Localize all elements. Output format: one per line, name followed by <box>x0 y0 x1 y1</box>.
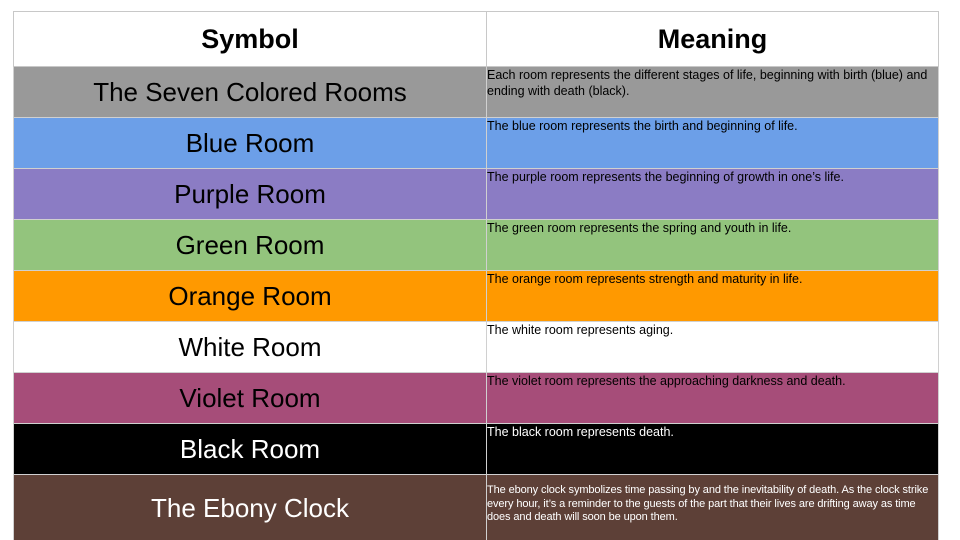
meaning-cell: The purple room represents the beginning of growth in one’s life. <box>487 169 939 220</box>
meaning-cell: Each room represents the different stages of life, beginning with birth (blue) and ending with death (black). <box>487 67 939 118</box>
table-row-ebony-clock <box>14 475 939 540</box>
symbol-cell: Violet Room <box>14 373 487 424</box>
meaning-cell: The ebony clock symbolizes time passing by and the inevitability of death. As the clock strike every hour, it’s a reminder to the guests of the part that their lives are drifting away as time does and death will soon be upon them. <box>487 475 939 540</box>
table-row-purple-room <box>14 169 939 220</box>
table-row-blue-room <box>14 118 939 169</box>
header-row <box>14 12 939 67</box>
table-row-orange-room <box>14 271 939 322</box>
meaning-cell: The orange room represents strength and maturity in life. <box>487 271 939 322</box>
symbol-column-header: Symbol <box>14 12 487 67</box>
symbol-cell: The Seven Colored Rooms <box>14 67 487 118</box>
meaning-cell: The white room represents aging. <box>487 322 939 373</box>
symbol-meaning-table <box>13 11 939 540</box>
table-row-green-room <box>14 220 939 271</box>
table-row-white-room <box>14 322 939 373</box>
symbol-cell: Black Room <box>14 424 487 475</box>
symbol-cell: White Room <box>14 322 487 373</box>
meaning-cell: The violet room represents the approaching darkness and death. <box>487 373 939 424</box>
meaning-cell: The blue room represents the birth and beginning of life. <box>487 118 939 169</box>
meaning-cell: The green room represents the spring and youth in life. <box>487 220 939 271</box>
symbol-cell: Green Room <box>14 220 487 271</box>
table-row-violet-room <box>14 373 939 424</box>
meaning-column-header: Meaning <box>487 12 939 67</box>
symbol-cell: The Ebony Clock <box>14 475 487 540</box>
symbol-cell: Blue Room <box>14 118 487 169</box>
table-row-black-room <box>14 424 939 475</box>
table-row-seven-colored-rooms <box>14 67 939 118</box>
symbol-cell: Orange Room <box>14 271 487 322</box>
meaning-cell: The black room represents death. <box>487 424 939 475</box>
symbol-cell: Purple Room <box>14 169 487 220</box>
